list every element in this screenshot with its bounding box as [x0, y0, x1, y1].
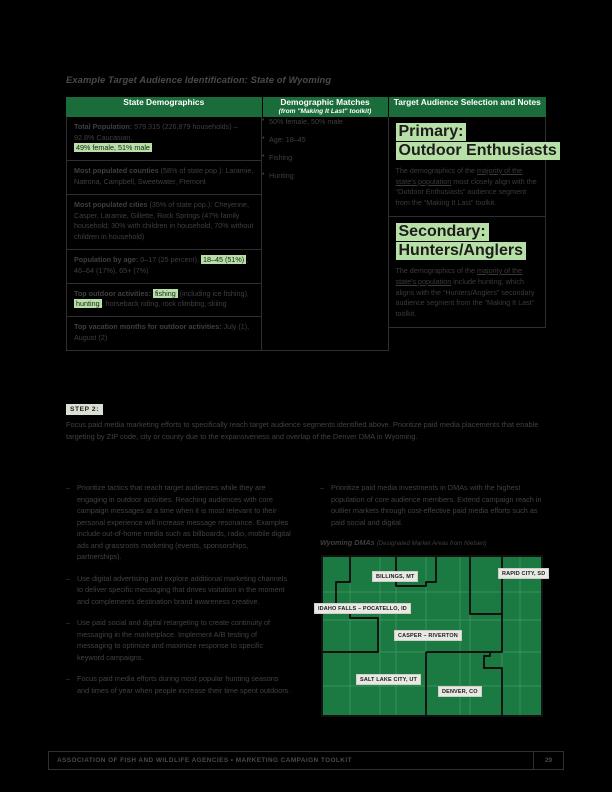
primary-tier-label: Primary:	[396, 123, 467, 141]
dma-label-rapid-city: RAPID CITY, SD	[498, 568, 549, 579]
primary-note	[396, 166, 539, 209]
secondary-note-pre: The demographics of the	[395, 265, 478, 275]
step-2-badge: STEP 2:	[66, 404, 103, 415]
column-header-demographic-matches	[262, 97, 388, 117]
row-highlight-hunting: hunting	[76, 299, 100, 309]
primary-note-post: most closely align with the “Outdoor Enthusiasts” audience segment from the “Making It Last” toolkit.	[395, 176, 537, 208]
dma-label-idaho-falls: IDAHO FALLS – POCATELLO, ID	[314, 603, 411, 614]
row-highlight-fishing: fishing	[154, 288, 176, 298]
list-item: • Hunting	[262, 171, 388, 181]
primary-segment-box	[389, 117, 557, 217]
list-item: – Focus paid media efforts during most popular hunting seasons and times of year when people increase their time spent outdoors.	[66, 673, 292, 696]
secondary-tier-label: Secondary:	[396, 223, 489, 241]
row-tail: , 46–64 (17%), 65+ (7%)	[74, 254, 249, 275]
wyoming-dma-map	[320, 552, 546, 720]
row-text: July (1), August (2)	[74, 322, 250, 342]
page-title: Example Target Audience Identification: State of Wyoming	[66, 74, 332, 85]
page-footer	[48, 751, 564, 770]
row-text: (35% of state pop.): Cheyenne, Casper, Laramie, Gillette, Rock Springs (47% family household; 30% with children in household, 70% without children in household)	[74, 199, 254, 242]
row-tail2: , horseback riding, rock climbing, skiing	[101, 299, 227, 309]
column-header-state-demographics: State Demographics	[66, 97, 262, 117]
map-caption-sub: (Designated Market Areas from Nielsen)	[376, 540, 487, 548]
list-item: • 50% female, 50% male	[262, 117, 388, 127]
demographic-matches-column	[262, 117, 388, 351]
left-bullet-list	[66, 482, 292, 696]
table-header-row	[66, 97, 546, 117]
primary-note-pre: The demographics of the	[395, 165, 478, 175]
row-tail: (including ice fishing),	[177, 288, 249, 298]
row-label: Top vacation months for outdoor activities:	[74, 322, 222, 332]
column-header-demographic-matches-sub: (from "Making It Last" toolkit)	[278, 108, 372, 116]
primary-note-underline: majority of the state's population	[395, 165, 523, 186]
table-body-row	[66, 117, 546, 351]
list-item: • Age: 18–45	[262, 135, 388, 145]
row-label: Most populated cities	[74, 199, 148, 209]
column-header-demographic-matches-main: Demographic Matches	[280, 97, 370, 107]
row-label: Total Population:	[74, 121, 133, 131]
row-label: Most populated counties	[74, 166, 159, 176]
row-highlight: 49% female, 51% male	[76, 143, 150, 153]
list-item: – Use digital advertising and explore additional marketing channels to deliver specific messaging that drives visitation in the moment and complements destination brand awareness creative.	[66, 573, 292, 608]
table-row	[66, 161, 262, 195]
secondary-segment-label: Hunters/Anglers	[396, 242, 526, 260]
table-row	[66, 317, 262, 351]
row-text: (58% of state pop.): Laramie, Natrona, Campbell, Sweetwater, Fremont	[74, 166, 254, 186]
row-highlight: 18–45 (51%)	[203, 254, 245, 264]
list-item: • Fishing	[262, 153, 388, 163]
state-demographics-column	[66, 117, 262, 351]
demographic-matches-list	[262, 117, 388, 181]
step-2-right-column	[320, 482, 546, 720]
secondary-note-underline: majority of the state's population	[395, 265, 523, 286]
step-2-intro: Focus paid media marketing efforts to specifically reach target audience segments identified above. Prioritize paid media placements that enable targeting by ZIP code, city or county due to the expansiveness and overlap of the Denver DMA in Wyoming.	[66, 420, 539, 441]
secondary-note-post: include hunting, which aligns with the “Hunters/Anglers” secondary audience segment from the “Making It Last” toolkit.	[395, 276, 535, 319]
map-caption-main: Wyoming DMAs	[320, 538, 377, 548]
row-text: 579,315 (226,879 households) – 92.8% Caucasian,	[74, 121, 238, 142]
column-header-target-audience: Target Audience Selection and Notes	[388, 97, 546, 117]
right-bullet-list	[320, 482, 546, 528]
table-row	[66, 195, 262, 250]
target-audience-table	[66, 97, 557, 351]
dma-label-casper: CASPER – RIVERTON	[394, 630, 462, 641]
list-item: – Prioritize paid media investments in DMAs with the highest population of core audience members. Extend campaign reach in outlier markets through cost-effective paid media efforts such as paid social and digital.	[320, 482, 546, 528]
target-audience-column	[388, 117, 557, 351]
map-caption	[320, 538, 546, 547]
footer-text: ASSOCIATION OF FISH AND WILDLIFE AGENCIES • MARKETING CAMPAIGN TOOLKIT	[57, 757, 352, 764]
table-row	[66, 117, 262, 161]
page-number: 29	[544, 757, 553, 764]
table-row	[66, 284, 262, 318]
step-2-left-column	[66, 482, 292, 706]
row-text: 0–17 (25 percent),	[138, 254, 202, 264]
row-label: Population by age:	[74, 254, 139, 264]
row-label: Top outdoor activities:	[74, 288, 151, 298]
table-row	[66, 250, 262, 284]
footer-page-box	[533, 752, 563, 769]
secondary-note	[396, 266, 539, 320]
primary-segment-label: Outdoor Enthusiasts	[396, 142, 560, 160]
dma-label-denver: DENVER, CO	[438, 686, 482, 697]
list-item: – Prioritize tactics that reach target audiences while they are engaging in outdoor activities. Reaching audiences with core campaign messages at a time when it is most relevant to their personal experience will increase message resonance. Examples include out-of-home media such as billboards, radio, mobile digital ads and grassroots marketing (events, sponsorships, partnerships).	[66, 482, 292, 563]
dma-label-billings: BILLINGS, MT	[372, 571, 418, 582]
dma-label-salt-lake: SALT LAKE CITY, UT	[356, 674, 421, 685]
list-item: – Use paid social and digital retargeting to create continuity of messaging in the marketplace. Implement A/B testing of messaging to optimize and maximize response to specific keyword campaigns.	[66, 617, 292, 663]
secondary-segment-box	[389, 217, 546, 327]
